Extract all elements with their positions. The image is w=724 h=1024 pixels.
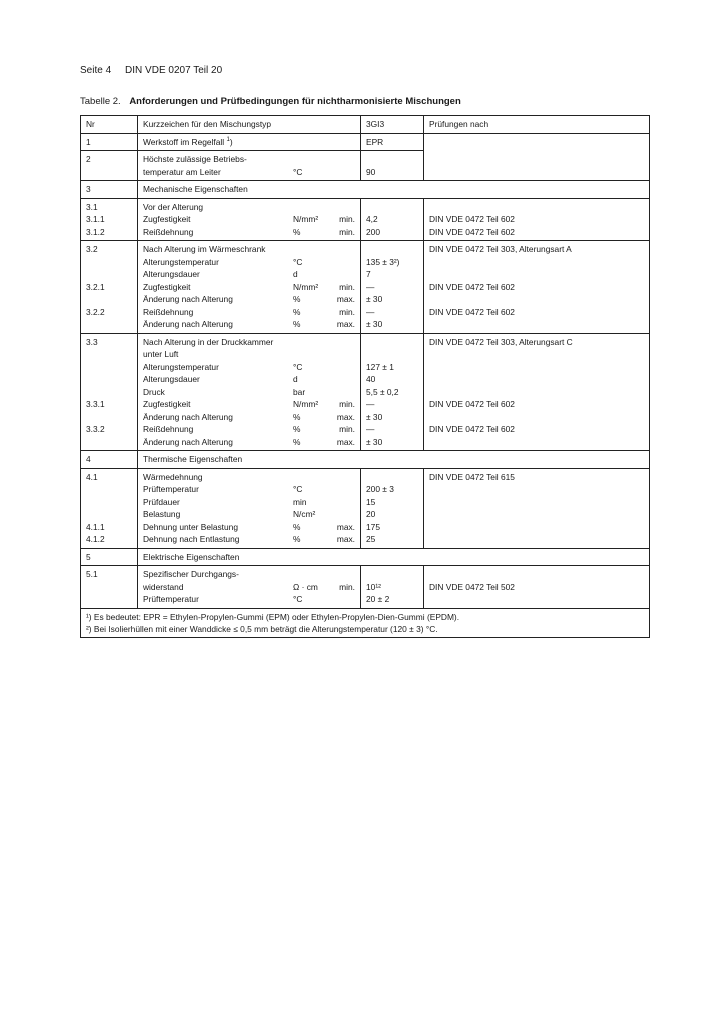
test-line: DIN VDE 0472 Teil 303, Alterungsart A [429,244,572,254]
test-line [429,508,644,521]
property-label: Nach Alterung in der Druckkammer [143,336,274,347]
test-line [429,436,644,449]
value-line: — [366,306,375,317]
nr-line: 4.1.2 [86,534,105,544]
table-row [81,133,650,151]
test-line: DIN VDE 0472 Teil 615 [429,471,515,482]
desc-line [143,496,355,509]
value-line: 200 ± 3 [366,484,394,494]
table-row [81,241,650,334]
desc-line [143,521,355,534]
value-line: 200 [366,226,380,237]
nr-line [86,348,132,361]
unit-label: N/mm² [293,214,319,224]
unit-label: °C [293,594,303,604]
unit-label: % [293,521,301,532]
property-label: Prüftemperatur [143,594,199,604]
row-nr [81,241,138,334]
table-row [81,198,650,241]
limit-label: min. [339,306,355,317]
limit-label [331,336,355,349]
desc-line [143,483,355,496]
value-line: 5,5 ± 0,2 [366,386,399,397]
property-label: Dehnung nach Entlastung [143,534,240,544]
section-title: Mechanische Eigenschaften [138,181,650,199]
property-label: Spezifischer Durchgangs- [143,569,239,579]
test-line [429,201,644,214]
value-line: 127 ± 1 [366,361,394,372]
desc-line [143,306,355,319]
value-line [366,471,418,484]
row-test [424,198,650,241]
property-label: Reißdehnung [143,226,194,237]
test-line: DIN VDE 0472 Teil 602 [429,306,515,317]
property-label: Dehnung unter Belastung [143,521,238,532]
nr-line [86,361,132,374]
value-line: — [366,399,375,409]
nr-line: 3.2.2 [86,306,105,317]
nr-line [86,411,132,424]
row-desc [138,566,361,609]
test-line [429,496,644,509]
desc-line [143,471,355,484]
section-title: Thermische Eigenschaften [138,451,650,469]
desc-line [143,436,355,449]
value-line [366,568,418,581]
desc-line [143,318,355,331]
unit-label: N/mm² [293,399,319,409]
desc-line [143,256,355,269]
value-line: 40 [366,374,376,384]
limit-label [331,348,355,361]
value-line: 4,2 [366,214,378,224]
desc-line [143,348,355,361]
property-label: Druck [143,386,165,397]
nr-line [86,496,132,509]
value-line [366,243,418,256]
header-desc: Kurzzeichen für den Mischungstyp [138,116,361,134]
nr-line: 4.1.1 [86,521,105,532]
unit-label: % [293,226,301,237]
section-title: Elektrische Eigenschaften [138,548,650,566]
limit-label: min. [339,281,355,292]
limit-label: min. [339,214,355,224]
row-test [424,241,650,334]
desc-line [143,593,355,606]
limit-label [331,593,355,606]
desc-line [143,361,355,374]
requirements-table [80,115,650,638]
header-nr: Nr [81,116,138,134]
unit-label: N/cm² [293,509,316,519]
nr-line [86,581,132,594]
nr-line: 3.2 [86,244,98,254]
nr-line [86,436,132,449]
value-line: 15 [366,496,376,507]
nr-line [86,268,132,281]
nr-line [86,373,132,386]
unit-label: °C [293,484,303,494]
value-line [366,336,418,349]
row-nr: 4 [81,451,138,469]
property-label: unter Luft [143,349,179,359]
unit-label: °C [293,361,303,372]
limit-label: min. [339,399,355,409]
test-line: DIN VDE 0472 Teil 502 [429,581,515,592]
page-header [80,65,222,76]
test-line [429,521,644,534]
nr-line [86,386,132,399]
limit-label [331,386,355,399]
row-val [361,468,424,548]
nr-line: 3.1.1 [86,214,105,224]
property-label: Reißdehnung [143,424,194,434]
limit-label: min. [339,226,355,237]
limit-label [331,268,355,281]
value-line: 175 [366,521,380,532]
table-row [81,333,650,451]
limit-label [331,471,355,484]
desc-line [143,568,355,581]
property-label: Reißdehnung [143,306,194,317]
property-label: Wärmedehnung [143,471,203,482]
test-line [429,268,644,281]
unit-label: min [293,496,307,507]
property-label: Alterungstemperatur [143,256,219,267]
limit-label [331,243,355,256]
nr-line [86,593,132,606]
limit-label [331,373,355,386]
test-line [429,318,644,331]
nr-line: 3.1.2 [86,226,105,237]
unit-label [293,243,331,256]
property-label: Änderung nach Alterung [143,411,233,422]
nr-line [86,256,132,269]
test-line [429,483,644,496]
property-label: widerstand [143,581,184,592]
row-desc: Höchste zulässige Betriebs- temperatur am Leiter °C [138,151,361,181]
row-desc [138,198,361,241]
limit-label: min. [339,581,355,592]
desc-line [143,293,355,306]
table-label: Tabelle 2. [80,96,121,107]
row-nr [81,566,138,609]
test-line [429,361,644,374]
limit-label: min. [339,424,355,434]
desc-line [143,533,355,546]
test-line [429,386,644,399]
row-test [424,468,650,548]
test-line [429,373,644,386]
limit-label [331,483,355,496]
value-line: — [366,281,375,292]
unit-label: N/mm² [293,281,319,292]
row-desc: Werkstoff im Regelfall $^1$) [138,133,361,151]
unit-label: d [293,269,298,279]
footnote-1: ¹) Es bedeutet: EPR = Ethylen-Propylen-Gummi (EPM) oder Ethylen-Propylen-Dien-Gummi (EPDM). [86,611,460,622]
desc-line [143,213,355,226]
limit-label: max. [336,436,355,447]
nr-line [86,483,132,496]
nr-line: 5.1 [86,569,98,579]
header-test: Prüfungen nach [424,116,650,134]
row-nr [81,468,138,548]
desc-line [143,508,355,521]
test-line [429,348,644,361]
table-row [81,566,650,609]
page-number: Seite 4 [80,65,112,76]
limit-label [331,496,355,509]
unit-label: % [293,306,301,317]
test-line [429,411,644,424]
value-line: ± 30 [366,294,383,304]
limit-label: max. [336,534,355,544]
row-test [424,333,650,451]
unit-label: % [293,411,301,422]
property-label: Zugfestigkeit [143,214,191,224]
unit-label [293,568,331,581]
property-label: Prüftemperatur [143,484,199,494]
test-line: DIN VDE 0472 Teil 602 [429,424,515,434]
row-nr [81,198,138,241]
property-label: Änderung nach Alterung [143,294,233,304]
unit-label: % [293,319,301,329]
property-label: Zugfestigkeit [143,281,191,292]
test-line: DIN VDE 0472 Teil 303, Alterungsart C [429,336,573,347]
unit-label: % [293,436,301,447]
unit-label [293,201,331,214]
test-line [429,293,644,306]
row-desc [138,333,361,451]
property-label: Zugfestigkeit [143,399,191,409]
unit-label: bar [293,386,306,397]
value-line: 25 [366,534,376,544]
property-label: Prüfdauer [143,496,180,507]
table-title: Anforderungen und Prüfbedingungen für nichtharmonisierte Mischungen [129,96,461,107]
test-line: DIN VDE 0472 Teil 602 [429,214,515,224]
value-line: ± 30 [366,436,383,447]
desc-line [143,336,355,349]
property-label: Belastung [143,509,181,519]
property-label: Vor der Alterung [143,201,204,212]
test-line [429,568,644,581]
row-val [361,198,424,241]
limit-label: max. [336,411,355,422]
row-test [424,133,650,181]
desc-line [143,226,355,239]
desc-line [143,281,355,294]
row-desc [138,241,361,334]
value-line: 10¹² [366,581,381,592]
row-val [361,241,424,334]
table-header-row [81,116,650,134]
nr-line: 4.1 [86,471,98,482]
desc-line [143,386,355,399]
limit-label [331,568,355,581]
nr-line: 3.3.2 [86,424,105,434]
value-line [366,348,418,361]
value-line: ± 30 [366,319,383,329]
test-line [429,533,644,546]
test-line [429,593,644,606]
test-line: DIN VDE 0472 Teil 602 [429,399,515,409]
unit-label: Ω · cm [293,581,318,592]
unit-label [293,348,331,361]
section-row [81,451,650,469]
property-label: Änderung nach Alterung [143,436,233,447]
unit-label [293,336,331,349]
row-nr [81,333,138,451]
nr-line [86,293,132,306]
table-caption [80,96,461,107]
value-line: 20 ± 2 [366,594,390,604]
desc-line [143,411,355,424]
limit-label [331,361,355,374]
unit-label: % [293,534,301,544]
limit-label [331,508,355,521]
value-line: — [366,424,375,434]
nr-line: 3.3 [86,336,98,347]
header-val: 3GI3 [361,116,424,134]
limit-label [331,256,355,269]
footnotes [81,608,650,637]
standard-title: DIN VDE 0207 Teil 20 [125,65,223,76]
footnotes-row [81,608,650,637]
nr-line: 3.3.1 [86,399,105,409]
value-line: 7 [366,269,371,279]
value-line: ± 30 [366,411,383,422]
nr-line: 3.2.1 [86,281,105,292]
unit-label: % [293,424,301,434]
row-nr: 2 [81,151,138,181]
unit-label: % [293,294,301,304]
property-label: Alterungsdauer [143,374,200,384]
row-val: EPR [361,133,424,151]
desc-line [143,581,355,594]
desc-line [143,268,355,281]
nr-line [86,318,132,331]
section-row [81,181,650,199]
desc-line [143,243,355,256]
value-line [366,201,418,214]
section-row [81,548,650,566]
row-nr: 5 [81,548,138,566]
limit-label: max. [336,294,355,304]
row-test [424,566,650,609]
unit-label: °C [293,256,303,267]
property-label: Alterungstemperatur [143,361,219,372]
test-line [429,256,644,269]
desc-line [143,423,355,436]
test-line: DIN VDE 0472 Teil 602 [429,226,515,237]
unit-label: d [293,374,298,384]
nr-line [86,508,132,521]
row-nr: 3 [81,181,138,199]
table-row [81,468,650,548]
row-desc [138,468,361,548]
row-val [361,333,424,451]
property-label: Alterungsdauer [143,269,200,279]
property-label: Nach Alterung im Wärmeschrank [143,244,266,254]
limit-label: max. [336,521,355,532]
desc-line [143,398,355,411]
property-label: Änderung nach Alterung [143,319,233,329]
row-val: 90 [361,151,424,181]
footnote-2: ²) Bei Isolierhüllen mit einer Wanddicke ≤ 0,5 mm beträgt die Alterungstemperatur (120 ± 3) °C. [86,623,438,634]
desc-line [143,201,355,214]
desc-line [143,373,355,386]
value-line: 20 [366,509,376,519]
test-line: DIN VDE 0472 Teil 602 [429,281,515,292]
nr-line: 3.1 [86,201,98,212]
value-line: 135 ± 3²) [366,256,400,267]
limit-label [331,201,355,214]
limit-label: max. [336,319,355,329]
row-nr: 1 [81,133,138,151]
row-val [361,566,424,609]
unit-label [293,471,331,484]
